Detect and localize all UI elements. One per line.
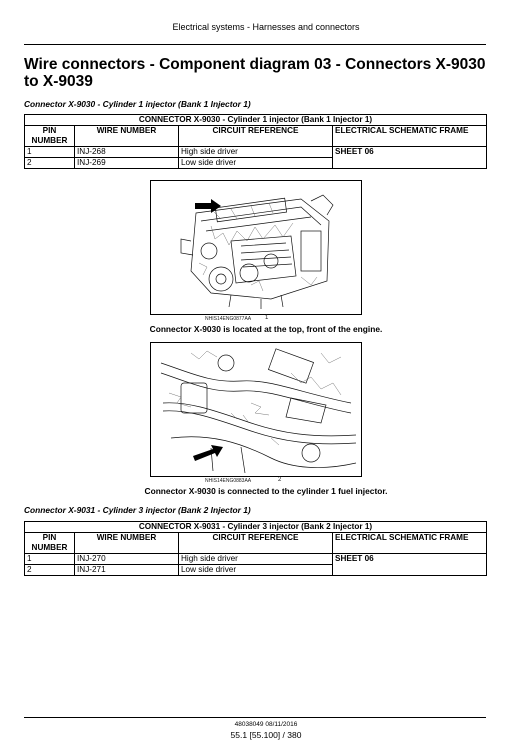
table-title: CONNECTOR X-9031 - Cylinder 3 injector (Bank 2 Injector 1) [25,522,487,533]
figure-code: NHIS14ENG0883AA [205,478,252,484]
column-header-wire: WIRE NUMBER [75,126,179,147]
column-header-wire: WIRE NUMBER [75,533,179,554]
table-row [25,147,487,158]
page-header: Electrical systems - Harnesses and connectors [172,22,360,32]
footer-page-ref: 55.1 [55.100] / 380 [230,730,302,740]
circuit-cell: Low side driver [179,158,333,169]
figure-caption: Connector X-9030 is connected to the cylinder 1 fuel injector. [144,486,388,496]
pin-cell: 1 [25,147,75,158]
connector-heading-x9030: Connector X-9030 - Cylinder 1 injector (Bank 1 Injector 1) [24,99,251,109]
circuit-cell: High side driver [179,147,333,158]
location-arrow-icon [195,199,221,213]
footer-doc-id: 48038049 08/11/2016 [234,721,298,728]
figure-number: 1 [265,315,269,321]
pin-cell: 2 [25,565,75,576]
frame-cell: SHEET 06 [333,147,487,169]
injector-detail-figure [150,342,362,477]
frame-cell: SHEET 06 [333,554,487,576]
column-header-circuit: CIRCUIT REFERENCE [179,126,333,147]
wire-cell: INJ-271 [75,565,179,576]
connector-heading-x9031: Connector X-9031 - Cylinder 3 injector (Bank 2 Injector 1) [24,505,251,515]
column-header-pin: PIN NUMBER [25,126,75,147]
column-header-frame: ELECTRICAL SCHEMATIC FRAME [333,533,487,554]
connector-table-x9031 [24,521,487,576]
header-divider [24,44,486,45]
location-arrow-icon [193,445,223,461]
wire-cell: INJ-269 [75,158,179,169]
circuit-cell: High side driver [179,554,333,565]
pin-cell: 1 [25,554,75,565]
connector-table-x9030 [24,114,487,169]
figure-code: NHIS14ENG0877AA [205,316,252,322]
figure-number: 2 [278,477,282,483]
column-header-circuit: CIRCUIT REFERENCE [179,533,333,554]
footer-divider [24,717,486,718]
wire-cell: INJ-268 [75,147,179,158]
document-title: Wire connectors - Component diagram 03 - Connectors X-9030 to X-9039 [24,56,486,90]
table-title: CONNECTOR X-9030 - Cylinder 1 injector (Bank 1 Injector 1) [25,115,487,126]
pin-cell: 2 [25,158,75,169]
table-row [25,554,487,565]
figure-caption: Connector X-9030 is located at the top, front of the engine. [149,324,383,334]
column-header-frame: ELECTRICAL SCHEMATIC FRAME [333,126,487,147]
circuit-cell: Low side driver [179,565,333,576]
engine-illustration [151,181,361,314]
injector-illustration [151,343,361,476]
column-header-pin: PIN NUMBER [25,533,75,554]
wire-cell: INJ-270 [75,554,179,565]
engine-overview-figure [150,180,362,315]
